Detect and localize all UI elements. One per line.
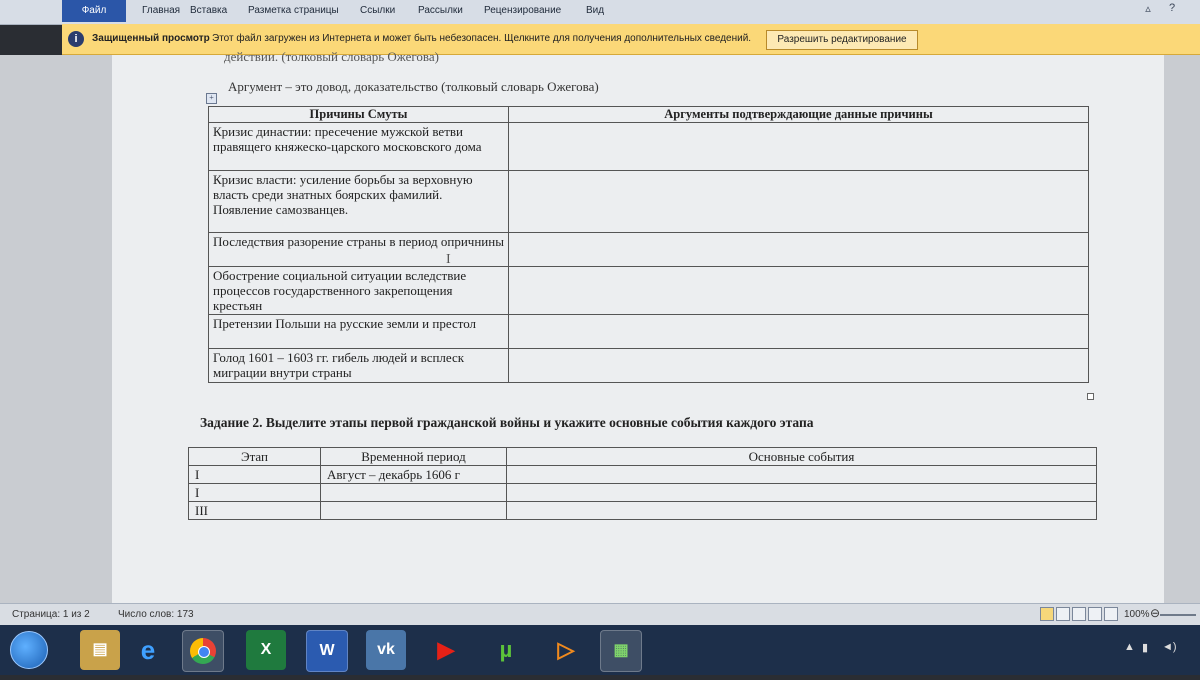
minimize-ribbon-icon[interactable]: ▵ [1145,3,1151,15]
table-row [209,171,1089,233]
argument-definition: Аргумент – это довод, доказательство (толковый словарь Ожегова) [228,79,599,94]
table-cell[interactable] [507,466,1097,484]
table-cell[interactable] [509,171,1089,233]
table-cell[interactable]: Кризис династии: пресечение мужской ветви правящего княжеско-царского московского дома [209,123,509,171]
column-header: Временной период [321,448,507,466]
table-row [209,315,1089,349]
help-icon[interactable]: ? [1168,2,1176,14]
table-cell[interactable]: I [189,484,321,502]
table-cell[interactable] [509,233,1089,267]
table-header-row [209,107,1089,123]
table-cell[interactable]: Голод 1601 – 1603 гг. гибель людей и всплеск миграции внутри страны [209,349,509,383]
table-cell[interactable] [509,349,1089,383]
tab-page-layout[interactable]: Разметка страницы [248,5,339,16]
table-cell[interactable] [321,502,507,520]
volume-icon[interactable]: ◄) [1162,641,1177,653]
tab-references[interactable]: Ссылки [360,5,396,16]
word-count[interactable]: Число слов: 173 [118,609,194,620]
document-page[interactable] [112,49,1164,603]
windows-taskbar [0,625,1200,675]
table-row [209,267,1089,315]
table-cell[interactable] [507,484,1097,502]
document-area[interactable] [0,49,1200,603]
chrome-icon[interactable] [182,630,224,672]
page-count[interactable]: Страница: 1 из 2 [12,609,90,620]
table-cell[interactable]: Последствия разорение страны в период опричнины [209,233,509,267]
table-cell[interactable] [509,123,1089,171]
network-icon[interactable]: ▮ [1142,642,1149,654]
word-icon[interactable]: W [306,630,348,672]
table-cell[interactable]: I [189,466,321,484]
zoom-level[interactable]: 100% [1124,609,1150,620]
utorrent-icon[interactable]: µ [499,637,513,662]
tray-up-arrow-icon[interactable]: ▲ [1124,641,1135,653]
table-row [209,233,1089,267]
text-cursor-icon: I [446,252,451,267]
shield-icon: i [68,31,84,47]
status-bar [0,603,1200,626]
stages-table [188,447,1097,520]
table-resize-handle[interactable] [1087,393,1094,400]
table-cell[interactable]: Август – декабрь 1606 г [321,466,507,484]
zoom-out-icon[interactable]: ⊖ [1150,606,1161,620]
tab-insert[interactable]: Вставка [190,5,228,16]
web-layout-view-icon[interactable] [1072,607,1086,621]
table-cell[interactable]: Обострение социальной ситуации вследствие процессов государственного закрепощения крестьян [209,267,509,315]
table-cell[interactable] [509,267,1089,315]
table-cell[interactable]: Кризис власти: усиление борьбы за верховную власть среди знатных боярских фамилий. Появление самозванцев. [209,171,509,233]
youtube-icon[interactable]: ▶ [437,637,455,662]
column-header: Аргументы подтверждающие данные причины [509,107,1089,123]
table-cell[interactable]: Претензии Польши на русские земли и престол [209,315,509,349]
ribbon-tabs-bar [0,0,1200,25]
table-header-row [189,448,1097,466]
print-layout-view-icon[interactable] [1040,607,1054,621]
draft-view-icon[interactable] [1104,607,1118,621]
table-cell[interactable] [509,315,1089,349]
column-header: Основные события [507,448,1097,466]
column-header: Причины Смуты [209,107,509,123]
tab-view[interactable]: Вид [586,5,605,16]
table-move-handle-icon[interactable]: + [206,93,217,104]
protected-view-title: Защищенный просмотр [92,33,210,44]
column-header: Этап [189,448,321,466]
internet-explorer-icon[interactable]: e [140,635,156,665]
tab-home[interactable]: Главная [142,5,181,16]
table-row [189,466,1097,484]
vk-icon[interactable]: vk [366,630,406,670]
zoom-slider[interactable] [1160,614,1196,616]
media-player-icon[interactable]: ▷ [557,637,575,662]
task-2-heading: Задание 2. Выделите этапы первой гражданской войны и укажите основные события каждого этапа [200,415,814,430]
table-cell[interactable]: III [189,502,321,520]
start-button-icon[interactable] [10,631,48,669]
table-row [209,123,1089,171]
table-cell[interactable] [321,484,507,502]
enable-editing-button[interactable]: Разрешить редактирование [766,30,918,50]
partial-text-line: действии. (толковый словарь Ожегова) [224,49,439,64]
table-row [189,484,1097,502]
task-manager-icon[interactable]: ▦ [600,630,642,672]
file-explorer-icon[interactable]: ▤ [80,630,120,670]
tab-file[interactable]: Файл [62,0,126,22]
excel-icon[interactable]: X [246,630,286,670]
outline-view-icon[interactable] [1088,607,1102,621]
protected-view-message[interactable]: Этот файл загружен из Интернета и может быть небезопасен. Щелкните для получения дополнительных сведений. [212,33,752,44]
tab-review[interactable]: Рецензирование [484,5,562,16]
tab-mailings[interactable]: Рассылки [418,5,463,16]
table-cell[interactable] [507,502,1097,520]
full-screen-view-icon[interactable] [1056,607,1070,621]
table-row [189,502,1097,520]
table-row [209,349,1089,383]
causes-table [208,106,1089,383]
